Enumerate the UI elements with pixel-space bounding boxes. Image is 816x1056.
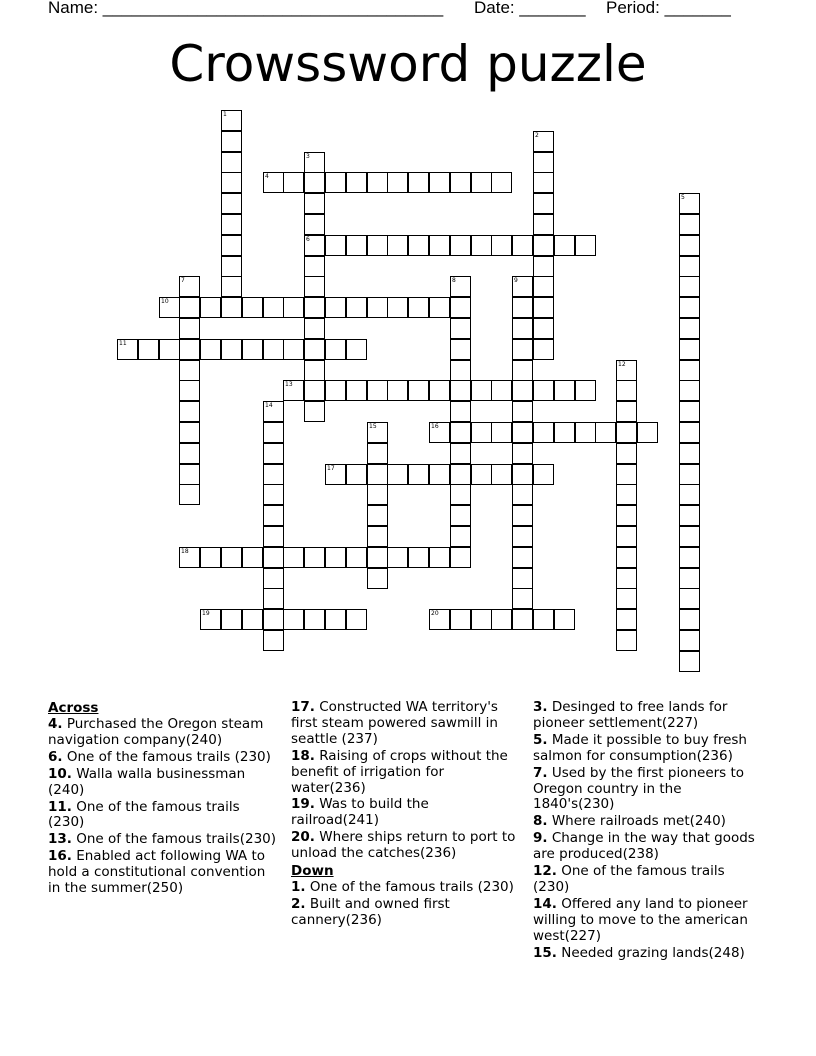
grid-cell[interactable] — [367, 172, 388, 193]
grid-cell[interactable] — [533, 256, 554, 277]
grid-cell[interactable] — [512, 464, 533, 485]
grid-cell[interactable] — [283, 297, 304, 318]
grid-cell[interactable] — [367, 422, 388, 443]
grid-cell[interactable] — [346, 380, 367, 401]
grid-cell[interactable] — [679, 360, 700, 381]
down-clue: 9. Change in the way that goods are produced(238) — [533, 830, 755, 863]
clues-column-2 — [291, 700, 521, 930]
grid-cell[interactable] — [679, 318, 700, 339]
clue-number: 15 — [369, 423, 377, 430]
grid-cell[interactable] — [471, 464, 492, 485]
grid-cell[interactable] — [533, 339, 554, 360]
grid-cell[interactable] — [533, 131, 554, 152]
grid-cell[interactable] — [387, 297, 408, 318]
clue-number: 3 — [306, 153, 310, 160]
grid-cell[interactable] — [616, 360, 637, 381]
grid-cell[interactable] — [679, 276, 700, 297]
grid-cell[interactable] — [679, 422, 700, 443]
name-field[interactable]: Name: ____________________________________ — [48, 0, 444, 17]
grid-cell[interactable] — [346, 609, 367, 630]
grid-cell[interactable] — [616, 484, 637, 505]
grid-cell[interactable] — [679, 568, 700, 589]
grid-cell[interactable] — [283, 172, 304, 193]
grid-cell[interactable] — [367, 568, 388, 589]
grid-cell[interactable] — [325, 547, 346, 568]
grid-cell[interactable] — [367, 380, 388, 401]
grid-cell[interactable] — [304, 380, 325, 401]
grid-cell[interactable] — [263, 588, 284, 609]
grid-cell[interactable] — [450, 380, 471, 401]
grid-cell[interactable] — [263, 422, 284, 443]
grid-cell[interactable] — [304, 235, 325, 256]
grid-cell[interactable] — [408, 297, 429, 318]
grid-cell[interactable] — [450, 360, 471, 381]
grid-cell[interactable] — [221, 193, 242, 214]
grid-cell[interactable] — [179, 401, 200, 422]
grid-cell[interactable] — [575, 422, 596, 443]
date-field[interactable]: Date: _______ — [474, 0, 586, 17]
grid-cell[interactable] — [283, 380, 304, 401]
grid-cell[interactable] — [575, 380, 596, 401]
grid-cell[interactable] — [679, 193, 700, 214]
grid-cell[interactable] — [221, 256, 242, 277]
grid-cell[interactable] — [325, 464, 346, 485]
clue-number: 4 — [265, 173, 269, 180]
clue-number: 12 — [618, 361, 626, 368]
grid-cell[interactable] — [429, 172, 450, 193]
grid-cell[interactable] — [512, 422, 533, 443]
grid-cell[interactable] — [450, 297, 471, 318]
grid-cell[interactable] — [512, 276, 533, 297]
grid-cell[interactable] — [471, 609, 492, 630]
grid-cell[interactable] — [450, 276, 471, 297]
clue-number: 9 — [514, 277, 518, 284]
grid-cell[interactable] — [491, 609, 512, 630]
grid-cell[interactable] — [512, 235, 533, 256]
grid-cell[interactable] — [616, 630, 637, 651]
grid-cell[interactable] — [367, 484, 388, 505]
grid-cell[interactable] — [679, 401, 700, 422]
grid-cell[interactable] — [450, 339, 471, 360]
grid-cell[interactable] — [491, 172, 512, 193]
grid-cell[interactable] — [679, 484, 700, 505]
across-clue: 17. Constructed WA territory's first steam powered sawmill in seattle (237) — [291, 699, 498, 747]
grid-cell[interactable] — [179, 547, 200, 568]
grid-cell[interactable] — [595, 422, 616, 443]
across-clue: 11. One of the famous trails (230) — [48, 798, 240, 831]
grid-cell[interactable] — [429, 464, 450, 485]
grid-cell[interactable] — [387, 172, 408, 193]
period-field[interactable]: Period: _______ — [606, 0, 731, 17]
grid-cell[interactable] — [679, 214, 700, 235]
grid-cell[interactable] — [616, 422, 637, 443]
grid-cell[interactable] — [200, 609, 221, 630]
grid-cell[interactable] — [263, 568, 284, 589]
grid-cell[interactable] — [491, 235, 512, 256]
grid-cell[interactable] — [263, 630, 284, 651]
grid-cell[interactable] — [679, 297, 700, 318]
grid-cell[interactable] — [179, 297, 200, 318]
grid-cell[interactable] — [533, 609, 554, 630]
grid-cell[interactable] — [471, 380, 492, 401]
grid-cell[interactable] — [533, 318, 554, 339]
grid-cell[interactable] — [450, 318, 471, 339]
across-clue: 6. One of the famous trails (230) — [48, 748, 271, 765]
grid-cell[interactable] — [533, 380, 554, 401]
grid-cell[interactable] — [450, 547, 471, 568]
grid-cell[interactable] — [491, 422, 512, 443]
grid-cell[interactable] — [367, 526, 388, 547]
grid-cell[interactable] — [179, 484, 200, 505]
grid-cell[interactable] — [200, 297, 221, 318]
grid-cell[interactable] — [263, 443, 284, 464]
grid-cell[interactable] — [283, 339, 304, 360]
grid-cell[interactable] — [304, 297, 325, 318]
down-heading: Down — [291, 863, 334, 880]
grid-cell[interactable] — [429, 297, 450, 318]
clue-number: 1 — [223, 111, 227, 118]
grid-cell[interactable] — [179, 443, 200, 464]
clues-column-1 — [48, 700, 280, 898]
grid-cell[interactable] — [679, 526, 700, 547]
grid-cell[interactable] — [429, 235, 450, 256]
grid-cell[interactable] — [200, 547, 221, 568]
clue-number: 2 — [535, 132, 539, 139]
grid-cell[interactable] — [450, 401, 471, 422]
grid-cell[interactable] — [450, 526, 471, 547]
grid-cell[interactable] — [450, 443, 471, 464]
grid-cell[interactable] — [387, 464, 408, 485]
grid-cell[interactable] — [221, 339, 242, 360]
grid-cell[interactable] — [263, 401, 284, 422]
grid-cell[interactable] — [325, 380, 346, 401]
grid-cell[interactable] — [387, 235, 408, 256]
grid-cell[interactable] — [346, 235, 367, 256]
grid-cell[interactable] — [554, 422, 575, 443]
grid-cell[interactable] — [221, 152, 242, 173]
across-clue: 13. One of the famous trails(230) — [48, 831, 277, 848]
grid-cell[interactable] — [325, 172, 346, 193]
grid-cell[interactable] — [512, 360, 533, 381]
grid-cell[interactable] — [533, 152, 554, 173]
grid-cell[interactable] — [616, 505, 637, 526]
grid-cell[interactable] — [533, 422, 554, 443]
grid-cell[interactable] — [179, 464, 200, 485]
grid-cell[interactable] — [304, 214, 325, 235]
grid-cell[interactable] — [554, 380, 575, 401]
clue-number: 18 — [181, 548, 189, 555]
grid-cell[interactable] — [200, 339, 221, 360]
across-heading: Across — [48, 700, 99, 716]
grid-cell[interactable] — [304, 256, 325, 277]
grid-cell[interactable] — [408, 380, 429, 401]
grid-cell[interactable] — [471, 172, 492, 193]
grid-cell[interactable] — [325, 297, 346, 318]
grid-cell[interactable] — [159, 339, 180, 360]
grid-cell[interactable] — [325, 609, 346, 630]
grid-cell[interactable] — [533, 297, 554, 318]
grid-cell[interactable] — [304, 152, 325, 173]
clue-number: 10 — [161, 298, 169, 305]
grid-cell[interactable] — [679, 609, 700, 630]
grid-cell[interactable] — [179, 360, 200, 381]
grid-cell[interactable] — [471, 422, 492, 443]
grid-cell[interactable] — [346, 547, 367, 568]
grid-cell[interactable] — [304, 339, 325, 360]
grid-cell[interactable] — [242, 609, 263, 630]
puzzle-title: Crowssword puzzle — [169, 35, 647, 93]
grid-cell[interactable] — [242, 547, 263, 568]
down-clue: 8. Where railroads met(240) — [533, 813, 726, 830]
grid-cell[interactable] — [491, 464, 512, 485]
grid-cell[interactable] — [533, 464, 554, 485]
grid-cell[interactable] — [616, 526, 637, 547]
grid-cell[interactable] — [179, 422, 200, 443]
grid-cell[interactable] — [512, 443, 533, 464]
grid-cell[interactable] — [221, 172, 242, 193]
grid-cell[interactable] — [533, 193, 554, 214]
grid-cell[interactable] — [679, 651, 700, 672]
grid-cell[interactable] — [367, 505, 388, 526]
grid-cell[interactable] — [679, 339, 700, 360]
grid-cell[interactable] — [387, 547, 408, 568]
grid-cell[interactable] — [533, 214, 554, 235]
grid-cell[interactable] — [263, 484, 284, 505]
clue-number: 6 — [306, 236, 310, 243]
grid-cell[interactable] — [283, 547, 304, 568]
grid-cell[interactable] — [408, 172, 429, 193]
grid-cell[interactable] — [408, 235, 429, 256]
grid-cell[interactable] — [429, 422, 450, 443]
grid-cell[interactable] — [616, 443, 637, 464]
grid-cell[interactable] — [263, 172, 284, 193]
clue-number: 17 — [327, 465, 335, 472]
grid-cell[interactable] — [221, 547, 242, 568]
grid-cell[interactable] — [346, 339, 367, 360]
clues-column-3 — [533, 700, 763, 963]
grid-cell[interactable] — [117, 339, 138, 360]
grid-cell[interactable] — [616, 464, 637, 485]
grid-cell[interactable] — [616, 401, 637, 422]
clue-number: 14 — [265, 402, 273, 409]
across-clue: 19. Was to build the railroad(241) — [291, 796, 429, 829]
down-clue: 14. Offered any land to pioneer willing to move to the american west(227) — [533, 895, 748, 944]
grid-cell[interactable] — [242, 297, 263, 318]
grid-cell[interactable] — [533, 276, 554, 297]
grid-cell[interactable] — [325, 235, 346, 256]
grid-cell[interactable] — [408, 464, 429, 485]
grid-cell[interactable] — [512, 339, 533, 360]
grid-cell[interactable] — [221, 214, 242, 235]
grid-cell[interactable] — [263, 339, 284, 360]
grid-cell[interactable] — [512, 568, 533, 589]
grid-cell[interactable] — [679, 588, 700, 609]
grid-cell[interactable] — [616, 588, 637, 609]
grid-cell[interactable] — [429, 609, 450, 630]
grid-cell[interactable] — [512, 318, 533, 339]
clue-number: 11 — [119, 340, 127, 347]
grid-cell[interactable] — [263, 526, 284, 547]
down-clue: 7. Used by the first pioneers to Oregon country in the 1840's(230) — [533, 764, 745, 813]
grid-cell[interactable] — [491, 380, 512, 401]
grid-cell[interactable] — [429, 547, 450, 568]
grid-cell[interactable] — [575, 235, 596, 256]
grid-cell[interactable] — [679, 380, 700, 401]
grid-cell[interactable] — [304, 276, 325, 297]
grid-cell[interactable] — [179, 339, 200, 360]
grid-cell[interactable] — [554, 235, 575, 256]
grid-cell[interactable] — [450, 609, 471, 630]
grid-cell[interactable] — [679, 256, 700, 277]
grid-cell[interactable] — [616, 609, 637, 630]
grid-cell[interactable] — [512, 297, 533, 318]
grid-cell[interactable] — [367, 464, 388, 485]
grid-cell[interactable] — [450, 422, 471, 443]
grid-cell[interactable] — [679, 443, 700, 464]
grid-cell[interactable] — [512, 588, 533, 609]
grid-cell[interactable] — [304, 401, 325, 422]
across-clue: 20. Where ships return to port to unload the catches(236) — [291, 829, 516, 862]
student-info-header — [48, 0, 796, 22]
grid-cell[interactable] — [138, 339, 159, 360]
clue-number: 13 — [285, 381, 293, 388]
grid-cell[interactable] — [367, 235, 388, 256]
grid-cell[interactable] — [512, 526, 533, 547]
grid-cell[interactable] — [450, 484, 471, 505]
grid-cell[interactable] — [679, 235, 700, 256]
grid-cell[interactable] — [304, 609, 325, 630]
grid-cell[interactable] — [283, 609, 304, 630]
grid-cell[interactable] — [512, 547, 533, 568]
down-clue: 3. Desinged to free lands for pioneer settlement(227) — [533, 699, 728, 731]
grid-cell[interactable] — [346, 464, 367, 485]
grid-cell[interactable] — [221, 131, 242, 152]
grid-cell[interactable] — [367, 297, 388, 318]
grid-cell[interactable] — [450, 464, 471, 485]
grid-cell[interactable] — [637, 422, 658, 443]
grid-cell[interactable] — [179, 380, 200, 401]
grid-cell[interactable] — [304, 193, 325, 214]
down-clue: 1. One of the famous trails (230) — [291, 879, 514, 896]
grid-cell[interactable] — [179, 276, 200, 297]
down-clue: 12. One of the famous trails (230) — [533, 863, 725, 895]
grid-cell[interactable] — [450, 505, 471, 526]
across-clue: 10. Walla walla businessman (240) — [48, 765, 246, 798]
down-clue: 5. Made it possible to buy fresh salmon for consumption(236) — [533, 731, 747, 764]
down-clue: 15. Needed grazing lands(248) — [533, 944, 745, 961]
grid-cell[interactable] — [616, 380, 637, 401]
grid-cell[interactable] — [179, 318, 200, 339]
grid-cell[interactable] — [679, 547, 700, 568]
grid-cell[interactable] — [554, 609, 575, 630]
grid-cell[interactable] — [304, 360, 325, 381]
grid-cell[interactable] — [221, 609, 242, 630]
grid-cell[interactable] — [367, 443, 388, 464]
grid-cell[interactable] — [221, 235, 242, 256]
grid-cell[interactable] — [221, 110, 242, 131]
grid-cell[interactable] — [533, 172, 554, 193]
grid-cell[interactable] — [263, 297, 284, 318]
across-clue: 18. Raising of crops without the benefit of irrigation for water(236) — [291, 747, 508, 796]
grid-cell[interactable] — [679, 505, 700, 526]
grid-cell[interactable] — [450, 172, 471, 193]
grid-cell[interactable] — [616, 547, 637, 568]
down-clue: 2. Built and owned first cannery(236) — [291, 895, 450, 928]
grid-cell[interactable] — [325, 339, 346, 360]
grid-cell[interactable] — [616, 568, 637, 589]
grid-cell[interactable] — [159, 297, 180, 318]
grid-cell[interactable] — [242, 339, 263, 360]
grid-cell[interactable] — [387, 380, 408, 401]
grid-cell[interactable] — [367, 547, 388, 568]
grid-cell[interactable] — [304, 547, 325, 568]
grid-cell[interactable] — [512, 609, 533, 630]
grid-cell[interactable] — [471, 235, 492, 256]
grid-cell[interactable] — [512, 505, 533, 526]
clue-number: 7 — [181, 277, 185, 284]
grid-cell[interactable] — [263, 464, 284, 485]
grid-cell[interactable] — [512, 380, 533, 401]
grid-cell[interactable] — [533, 235, 554, 256]
clue-number: 16 — [431, 423, 439, 430]
grid-cell[interactable] — [221, 297, 242, 318]
clue-number: 19 — [202, 610, 210, 617]
clue-number: 20 — [431, 610, 439, 617]
grid-cell[interactable] — [221, 276, 242, 297]
grid-cell[interactable] — [679, 464, 700, 485]
grid-cell[interactable] — [346, 172, 367, 193]
grid-cell[interactable] — [346, 297, 367, 318]
clue-number: 8 — [452, 277, 456, 284]
grid-cell[interactable] — [512, 401, 533, 422]
grid-cell[interactable] — [450, 235, 471, 256]
grid-cell[interactable] — [263, 505, 284, 526]
grid-cell[interactable] — [263, 547, 284, 568]
grid-cell[interactable] — [263, 609, 284, 630]
across-clue: 4. Purchased the Oregon steam navigation company(240) — [48, 716, 264, 748]
grid-cell[interactable] — [679, 630, 700, 651]
grid-cell[interactable] — [429, 380, 450, 401]
grid-cell[interactable] — [304, 172, 325, 193]
across-clue: 16. Enabled act following WA to hold a constitutional convention in the summer(250) — [48, 848, 266, 897]
grid-cell[interactable] — [408, 547, 429, 568]
clue-number: 5 — [681, 194, 685, 201]
grid-cell[interactable] — [304, 318, 325, 339]
grid-cell[interactable] — [512, 484, 533, 505]
